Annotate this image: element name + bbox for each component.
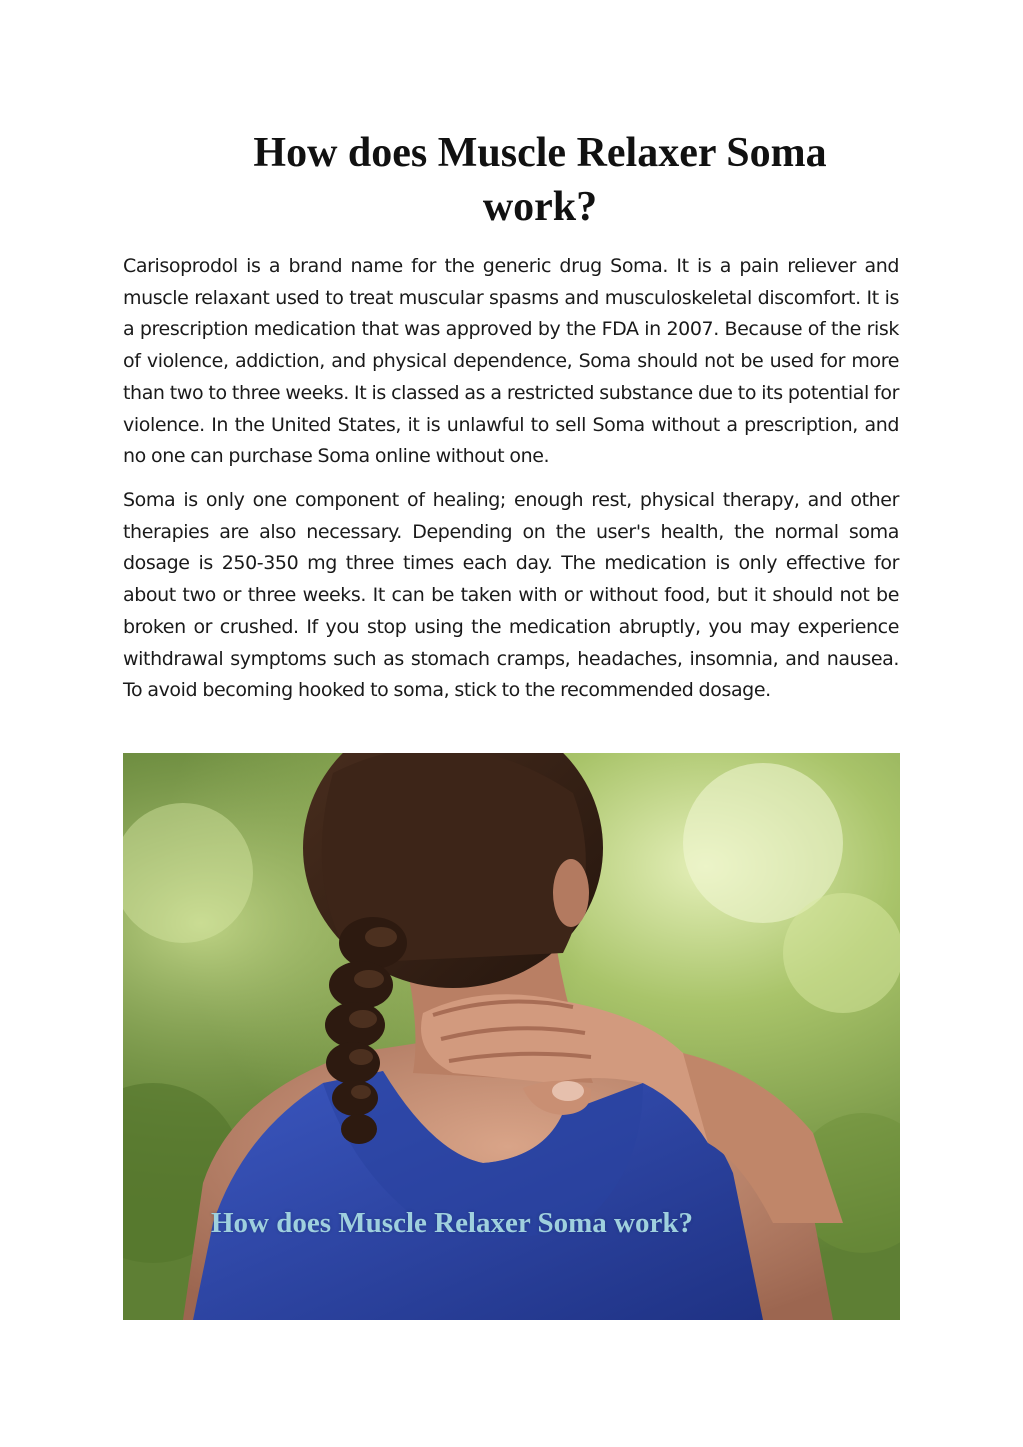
article-photo <box>123 753 900 1320</box>
page-title: How does Muscle Relaxer Soma work? <box>253 130 827 230</box>
photo-caption: How does Muscle Relaxer Soma work? <box>211 1207 693 1239</box>
paragraph-dosage: Soma is only one component of healing; enough rest, physical therapy, and other therapies are also necessary. Depending on the user's health, the normal soma dosage is 250-350 mg three times each day. The medication is only effective for about two or three weeks. It can be taken with or without food, but it should not be broken or crushed. If you stop using the medication abruptly, you may experience withdrawal symptoms such as stomach cramps, headaches, insomnia, and nausea. To avoid becoming hooked to soma, stick to the recommended dosage. <box>123 489 899 702</box>
paragraph-intro: Carisoprodol is a brand name for the generic drug Soma. It is a pain reliever and muscle relaxant used to treat muscular spasms and musculoskeletal discomfort. It is a prescription medication that was approved by the FDA in 2007. Because of the risk of violence, addiction, and physical dependence, Soma should not be used for more than two to three weeks. It is classed as a restricted substance due to its potential for violence. In the United States, it is unlawful to sell Soma without a prescription, and no one can purchase Soma online without one. <box>123 255 899 468</box>
